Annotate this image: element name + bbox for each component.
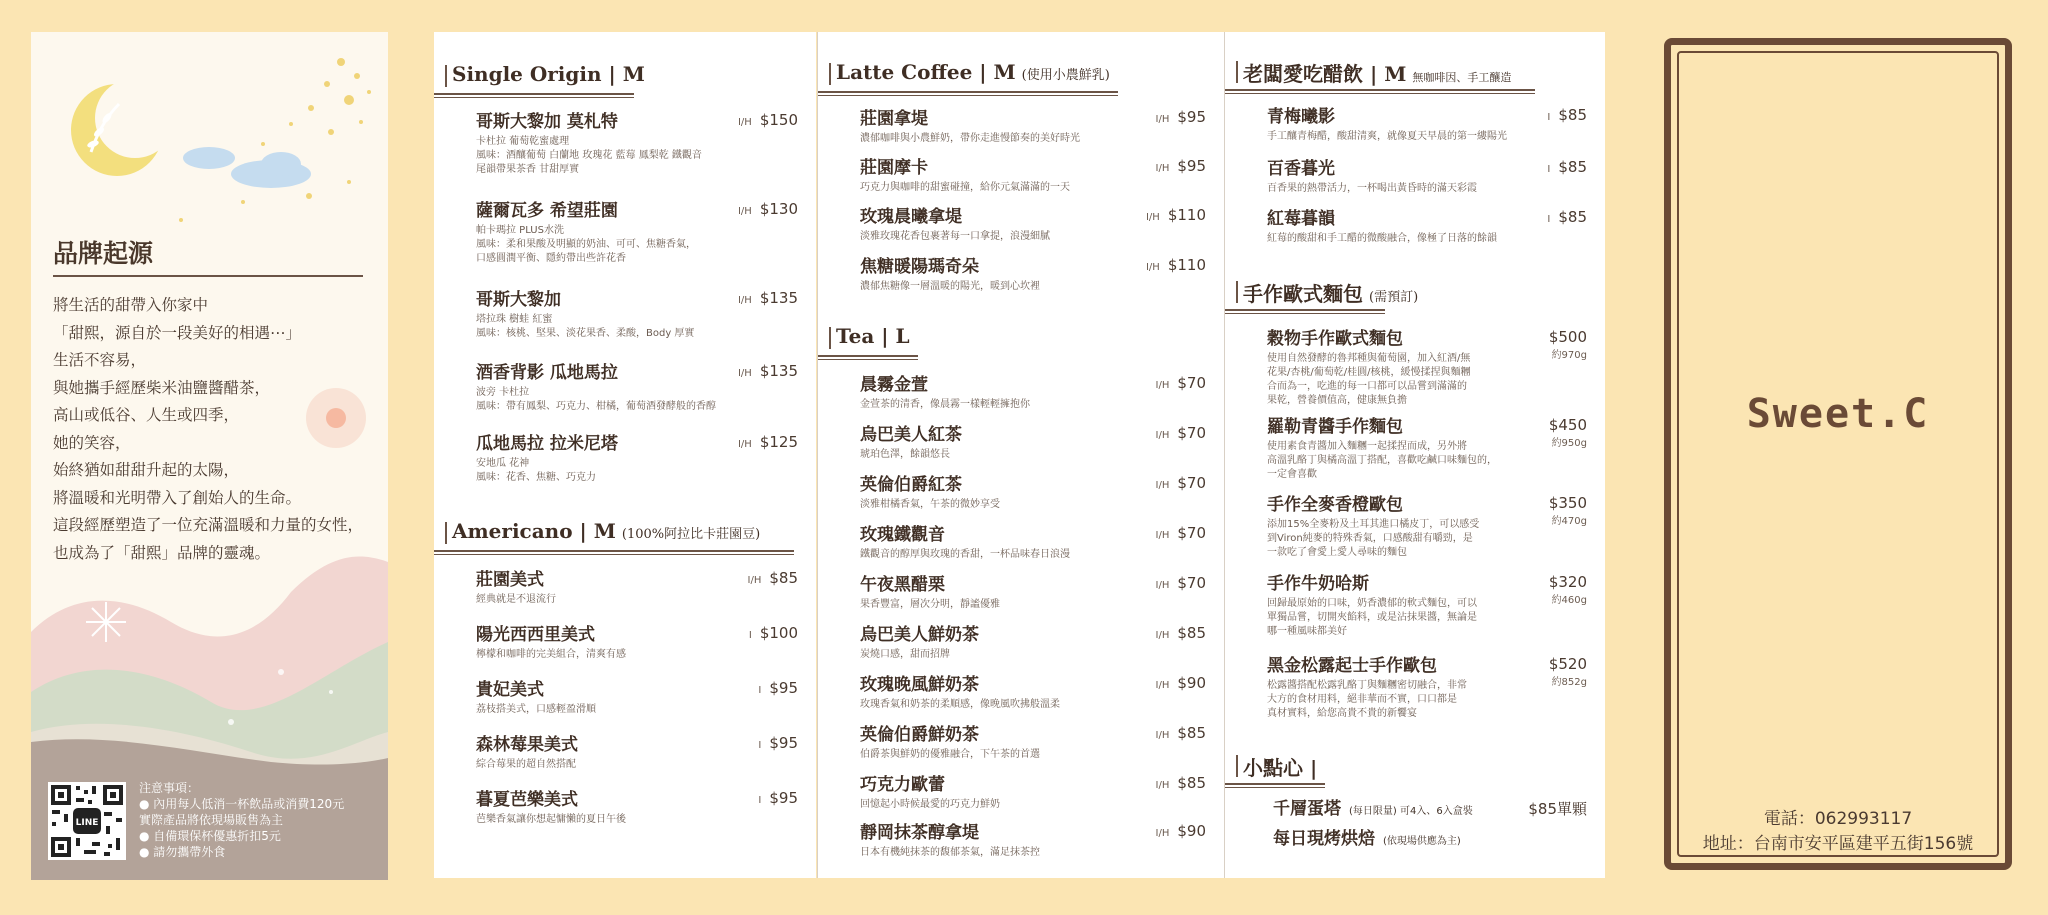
menu-item: 穀物手作歐式麵包 $500 約970g 使用自然發酵的魯邦種與葡萄園，加入紅酒/無 花果/杏桃/葡萄乾/桂圓/核桃，緩慢揉捏與麵糰 合而為一，吃進的每一口都可以品嘗到滿滿的 果乾，營養價值高，健康無負擔 <box>1267 328 1587 406</box>
logo-frame <box>1677 51 1999 857</box>
section-tea: Tea | L <box>818 324 918 362</box>
section-title: Single Origin <box>452 62 602 86</box>
section-vinegar: 老闆愛吃醋飲 | M 無咖啡因、手工釀造 <box>1225 58 1535 96</box>
brand-panel <box>31 32 388 880</box>
story-line: 她的笑容， <box>53 433 131 452</box>
dandelion-icon <box>86 602 126 642</box>
menu-item: 瓜地馬拉 拉米尼塔 I/H $125 安地瓜 花神 風味：花香、焦糖、巧克力 <box>476 433 798 483</box>
menu-item: 哥斯大黎加 I/H $135 塔拉珠 樹蛙 紅蜜 風味：核桃、堅果、淡花果香、柔酸，Body 厚實 <box>476 289 798 339</box>
menu-item: 晨霧金萱 I/H $70 金萱茶的清香，像晨霧一樣輕輕擁抱你 <box>860 374 1206 410</box>
menu-item: 森林莓果美式 I $95 綜合莓果的超自然搭配 <box>476 734 798 770</box>
menu-page-coffee <box>434 32 816 878</box>
menu-item: 陽光西西里美式 I $100 檸檬和咖啡的完美組合，清爽有感 <box>476 624 798 660</box>
menu-item: 午夜黑醋栗 I/H $70 果香豐富，層次分明，靜謐優雅 <box>860 574 1206 610</box>
address: 地址：台南市安平區建平五街156號 <box>1702 834 1974 854</box>
menu-item: 烏巴美人紅茶 I/H $70 琥珀色澤，餘韻悠長 <box>860 424 1206 460</box>
menu-item: 巧克力歐蕾 I/H $85 回憶起小時候最愛的巧克力鮮奶 <box>860 774 1206 810</box>
menu-item: 莊園拿堤 I/H $95 濃郁咖啡與小農鮮奶，帶你走進慢節奏的美好時光 <box>860 108 1206 144</box>
story-line: 與她攜手經歷柴米油鹽醬醋茶， <box>53 378 271 397</box>
menu-item: 每日現烤烘焙 (依現場供應為主) <box>1273 829 1461 849</box>
brand-divider <box>53 275 363 277</box>
menu-item: 哥斯大黎加 莫札特 I/H $150 卡杜拉 葡萄乾蜜處理 風味：酒釀葡萄 白蘭地 玫瑰花 藍莓 鳳梨乾 鐵觀音 尾韻帶果茶香 甘甜厚實 <box>476 111 798 175</box>
menu-item: 玫瑰晚風鮮奶茶 I/H $90 玫瑰香氣和奶茶的柔順感，像晚風吹拂般溫柔 <box>860 674 1206 710</box>
note-line: 實際產品將依現場販售為主 <box>139 813 284 827</box>
menu-item: 羅勒青醬手作麵包 $450 約950g 使用素食青醬加入麵糰一起揉捏而成，另外將 高溫乳酪丁與橘高溫丁搭配，喜歡吃鹹口味麵包的， 一定會喜歡 <box>1267 416 1587 480</box>
menu-page-vinegar-bread <box>1225 32 1605 878</box>
story-line: 將生活的甜帶入你家中 <box>53 296 209 314</box>
menu-item: 紅莓暮韻 I $85 紅莓的酸甜和手工醋的微酸融合，像極了日落的餘韻 <box>1267 208 1587 244</box>
menu-item: 手作全麥香橙歐包 $350 約470g 添加15%全麥粉及土耳其進口橘皮丁，可以感受 到Viron純麥的特殊香氣，口感酸甜有嚼勁，是 一款吃了會愛上愛人尋味的麵包 <box>1267 494 1587 558</box>
menu-item: 靜岡抹茶醇拿堤 I/H $90 日本有機純抹茶的馥郁茶氣，滿足抹茶控 <box>860 822 1206 858</box>
brand-story <box>53 292 383 567</box>
brand-title: 品牌起源 <box>53 239 154 268</box>
note-line: ● 自備環保杯優惠折扣5元 <box>139 829 281 843</box>
phone-number[interactable]: 電話：062993117 <box>1763 809 1913 829</box>
cloud-icon <box>183 147 311 188</box>
section-snacks: 小點心 | <box>1225 752 1325 790</box>
story-line: 將溫暖和光明帶入了創始人的生命。 <box>53 488 302 507</box>
section-bread: 手作歐式麵包 (需預訂) <box>1225 278 1385 316</box>
story-line: 也成為了「甜熙」品牌的靈魂。 <box>53 543 271 562</box>
menu-item: 貴妃美式 I $95 荔枝搭美式，口感輕盈滑順 <box>476 679 798 715</box>
menu-item: 黑金松露起士手作歐包 $520 約852g 松露醬搭配松露乳酪丁與麵糰密切融合，非常 大方的食材用料，絕非華而不實，口口都是 真材實料，給您高貴不貴的新饗宴 <box>1267 655 1587 719</box>
sparkle-dots <box>179 58 371 222</box>
section-latte: Latte Coffee | M (使用小農鮮乳) <box>818 60 1118 98</box>
note-line: ● 請勿攜帶外食 <box>139 845 226 859</box>
menu-item: 千層蛋塔 (每日限量) 可4入、6入盒裝 $85單顆 <box>1273 799 1587 819</box>
menu-item: 青梅曦影 I $85 手工釀青梅醋，酸甜清爽，就像夏天早晨的第一縷陽光 <box>1267 106 1587 142</box>
section-americano: Americano | M (100%阿拉比卡莊園豆) <box>434 519 794 557</box>
moon-icon <box>71 78 175 176</box>
menu-item: 薩爾瓦多 希望莊園 I/H $130 帕卡瑪拉 PLUS水洗 風味：柔和果酸及明顯的奶油、可可、焦糖香氣， 口感圓潤平衡、隱約帶出些許花香 <box>476 200 798 264</box>
logo-panel <box>1664 38 2012 870</box>
menu-item: 莊園美式 I/H $85 經典就是不退流行 <box>476 569 798 605</box>
brand-logo-text: Sweet.C <box>1746 391 1930 437</box>
menu-item: 莊園摩卡 I/H $95 巧克力與咖啡的甜蜜碰撞，給你元氣滿滿的一天 <box>860 157 1206 193</box>
menu-item: 百香暮光 I $85 百香果的熱帶活力，一杯喝出黃昏時的滿天彩霞 <box>1267 158 1587 194</box>
menu-item: 英倫伯爵紅茶 I/H $70 淡雅柑橘香氣，午茶的微妙享受 <box>860 474 1206 510</box>
menu-item: 烏巴美人鮮奶茶 I/H $85 炭燒口感，甜而招牌 <box>860 624 1206 660</box>
story-line: 高山或低谷、人生或四季， <box>53 406 240 424</box>
story-line: 這段經歷塑造了一位充滿溫暖和力量的女性， <box>53 516 364 534</box>
menu-item: 玫瑰鐵觀音 I/H $70 鐵觀音的醇厚與玫瑰的香甜，一杯品味春日浪漫 <box>860 524 1206 560</box>
qr-label: LINE <box>75 818 99 828</box>
story-line: 「甜熙，源自於一段美好的相遇⋯」 <box>53 323 302 342</box>
section-single-origin: Single Origin | M <box>434 62 634 100</box>
menu-page-latte-tea <box>818 32 1224 878</box>
story-line: 始終猶如甜甜升起的太陽， <box>53 461 240 479</box>
line-qr-code[interactable] <box>48 782 126 860</box>
menu-item: 焦糖暖陽瑪奇朵 I/H $110 濃郁焦糖像一層溫暖的陽光，暖到心坎裡 <box>860 256 1206 292</box>
menu-item: 暮夏芭樂美式 I $95 芭樂香氣讓你想起慵懶的夏日午後 <box>476 789 798 825</box>
menu-item: 手作牛奶哈斯 $320 約460g 回歸最原始的口味，奶香濃郁的軟式麵包，可以 單獨品嘗，切開夾餡料，或是沾抹果醬，無論是 哪一種風味都美好 <box>1267 573 1587 637</box>
menu-item: 酒香背影 瓜地馬拉 I/H $135 波旁 卡杜拉 風味：帶有鳳梨、巧克力、柑橘，葡萄酒發酵般的香醇 <box>476 362 798 412</box>
story-line: 生活不容易， <box>53 351 147 369</box>
section-size: M <box>622 62 645 86</box>
notes-title: 注意事項： <box>139 781 200 795</box>
note-line: ● 內用每人低消一杯飲品或消費120元 <box>139 797 345 811</box>
notes <box>139 780 344 860</box>
menu-item: 英倫伯爵鮮奶茶 I/H $85 伯爵茶與鮮奶的優雅融合，下午茶的首選 <box>860 724 1206 760</box>
menu-item: 玫瑰晨曦拿堤 I/H $110 淡雅玫瑰花香包裹著每一口拿提，浪漫細膩 <box>860 206 1206 242</box>
